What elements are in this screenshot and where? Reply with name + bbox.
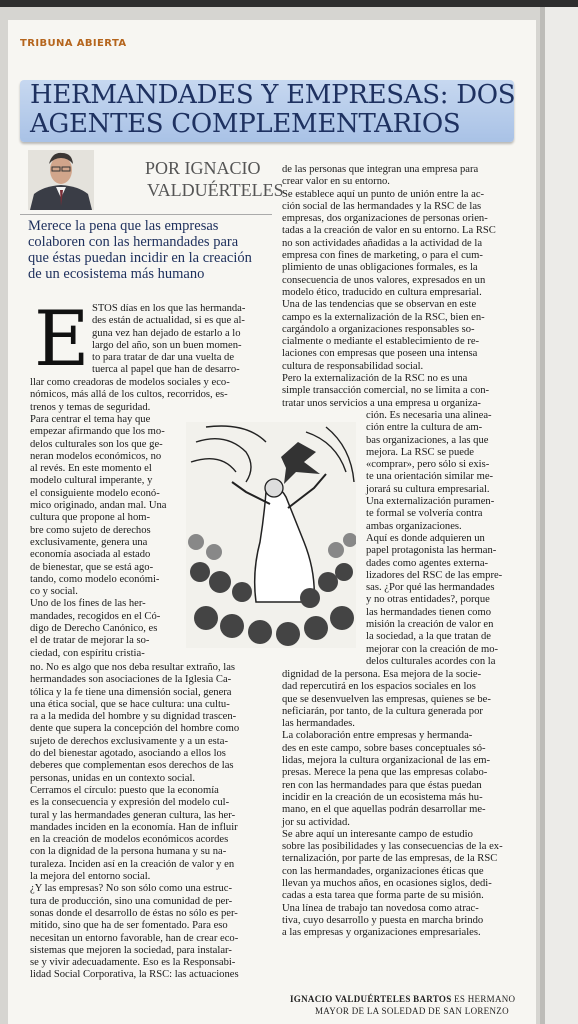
standfirst-line: colaboren con las hermandades para xyxy=(28,234,239,250)
signature-name: IGNACIO VALDUÉRTELES BARTOS xyxy=(290,994,452,1004)
text-line: ciedad, con espíritu cristia- xyxy=(30,647,145,659)
text-line: y no otras entidades?, porque xyxy=(366,594,490,606)
standfirst-line: de un ecosistema más humano xyxy=(28,266,205,282)
text-line: dignidad de la persona. Esa mejora de la socie- xyxy=(282,669,482,680)
text-line: Aquí es donde adquieren un xyxy=(366,532,485,544)
text-line: con la dignidad de la persona humana y su na- xyxy=(30,846,227,858)
text-line: ra a la medida del hombre y su dignidad trascen- xyxy=(30,711,237,723)
text-line: turaleza. Inciden así en la creación de valor y en xyxy=(30,858,235,870)
col2-top xyxy=(282,164,518,410)
text-line: la sociedad, a la que tratan de xyxy=(366,631,492,643)
text-line: en la creación de modelos económicos acordes xyxy=(30,834,229,846)
text-line: digo de Derecho Canónico, es xyxy=(30,623,158,635)
text-line: no. No es algo que nos deba resultar extraño, las xyxy=(30,662,236,673)
text-line: con las hermandades, organizaciones éticas que xyxy=(282,865,484,877)
text-line: de bienestar, que se está ago- xyxy=(30,561,154,573)
text-line: guna vez han dejado de estarlo a lo xyxy=(92,327,241,339)
text-line: La colaboración entre empresas y hermanda- xyxy=(282,730,473,742)
text-line: plimiento de unas obligaciones formales, es la xyxy=(282,262,478,274)
text-line: mejora. La RSC se puede xyxy=(366,446,474,458)
text-line: ción social de las hermandades y la RSC de las xyxy=(282,200,482,212)
text-line: bas organizaciones, a las que xyxy=(366,434,489,446)
headline-line-1: HERMANDADES Y EMPRESAS: DOS xyxy=(30,80,516,110)
text-line: a las empresas y organizaciones empresariales. xyxy=(282,927,481,939)
text-line: Una de las tendencias que se observan en este xyxy=(282,299,477,311)
text-line: tural y las hermandades generan cultura, las her- xyxy=(30,809,236,821)
text-line: llevan ya muchos años, en ocasiones siglos, dedi- xyxy=(282,878,492,890)
text-line: sas. ¿Por qué las hermandades xyxy=(366,582,495,594)
standfirst xyxy=(28,218,274,282)
standfirst-line: que éstas puedan incidir en la creación xyxy=(28,250,252,266)
text-line: bre como sujeto de derechos xyxy=(30,524,151,536)
text-line: modelo ético, traducido en cultura empresarial. xyxy=(282,286,482,298)
text-line: do del bienestar agotado, asociando a ellos los xyxy=(30,748,226,760)
text-line: al revés. En este momento el xyxy=(30,463,152,475)
text-line: tiva, cuyo desarrollo y puesta en marcha brindo xyxy=(282,914,484,926)
text-line: sujeto de derechos exclusivamente y a un esta- xyxy=(30,735,228,747)
text-line: largo del año, son un buen momen- xyxy=(92,339,242,351)
text-line: cargándolo a organizaciones responsables so- xyxy=(282,323,475,335)
text-line: campo es la externalización de la RSC, bien en- xyxy=(282,311,485,323)
text-line: no son actividades añadidas a la actividad de la xyxy=(282,237,483,249)
text-line: ternalización, por parte de las empresas, de la RSC xyxy=(282,853,498,865)
text-line: neficiarán, por tanto, de la cultura generada por xyxy=(282,705,483,717)
text-line: ción entre la cultura de am- xyxy=(366,422,483,434)
text-line: Una externalización puramen- xyxy=(366,496,495,508)
text-line: to para tratar de dar una vuelta de xyxy=(92,352,235,364)
text-line: tando, como modelo económi- xyxy=(30,573,160,585)
text-line: mitido, sino que ha de ser fomentado. Para eso xyxy=(30,920,228,932)
text-line: ción. Es necesaria una alinea- xyxy=(366,410,492,421)
text-line: mico originado, andan mal. Una xyxy=(30,500,167,512)
text-line: tura de producción, sino una comunidad de per- xyxy=(30,895,233,907)
text-line: tadas a la creación de valor en su entorno. La RSC xyxy=(282,225,496,237)
text-line: papel protagonista las herman- xyxy=(366,545,497,557)
text-line: se y vivir adecuadamente. Eso es la Responsabi- xyxy=(30,957,236,969)
text-line: simple transacción comercial, no se limita a con- xyxy=(282,385,490,397)
text-line: sistemas que mejoren la sociedad, para instalar- xyxy=(30,944,232,956)
text-line: Pero la externalización de la RSC no es una xyxy=(282,373,468,385)
text-line: es la consecuencia y expresión del modelo cul- xyxy=(30,797,230,809)
divider xyxy=(20,214,272,215)
text-line: deberes que complementan esos derechos de las xyxy=(30,760,234,772)
text-line: el consiguiente modelo econó- xyxy=(30,487,160,499)
signature-role-b: MAYOR DE LA SOLEDAD DE SAN LORENZO xyxy=(315,1006,509,1016)
text-line: cialmente o mediante el establecimiento de re- xyxy=(282,336,480,348)
col1-dropcap-block xyxy=(92,303,272,377)
text-line: empezar afirmando que los mo- xyxy=(30,426,165,438)
text-line: lizadores del RSC de las empre- xyxy=(366,569,503,581)
text-line: Para centrar el tema hay que xyxy=(30,414,151,425)
text-line: delos culturales son los que ge- xyxy=(30,438,163,450)
text-line: hermandades son asociaciones de la Iglesia Ca- xyxy=(30,674,232,686)
text-line: presas. Merece la pena que las empresas colabo- xyxy=(282,767,488,779)
right-panel xyxy=(540,7,578,1024)
text-line: sonas donde el desarrollo de éstas no sólo es per- xyxy=(30,907,238,919)
col1-full-bottom xyxy=(30,662,275,982)
text-line: mano, en el que aquellas podrán desarrollar me- xyxy=(282,804,486,816)
text-line: Una línea de trabajo tan novedosa como atrac- xyxy=(282,902,479,914)
text-line: dad repercutirá en los espacios sociales en los xyxy=(282,681,476,693)
text-line: nómicos, más allá de los cultos, recorridos, es- xyxy=(30,389,228,401)
right-panel-strip xyxy=(540,7,545,1024)
text-line: mandades, recogidos en el Có- xyxy=(30,610,161,622)
text-line: «comprar», pero sólo si exis- xyxy=(366,459,490,471)
text-line: la mejora del entorno social. xyxy=(30,871,151,883)
text-line: economía asociada al estado xyxy=(30,549,151,561)
text-line: personas, unidas en un contexto social. xyxy=(30,772,196,784)
text-line: Cerramos el círculo: puesto que la economía xyxy=(30,784,219,796)
text-line: des en este campo, sobre bases conceptuales só- xyxy=(282,742,486,754)
col1-full-top xyxy=(30,377,275,414)
text-line: una ética social, que se hace cultura: una cultu- xyxy=(30,698,230,710)
text-line: lidad Social Corporativa, la RSC: las actuaciones xyxy=(30,969,239,981)
text-line: modelo cultural imperante, y xyxy=(30,475,153,487)
text-line: el de tratar de mejorar la so- xyxy=(30,635,150,647)
text-line: llar como creadoras de modelos sociales y eco- xyxy=(30,377,230,388)
col2-narrow xyxy=(366,410,518,668)
text-line: Uno de los fines de las her- xyxy=(30,598,146,610)
text-line: ren con las hermandades para que éstas puedan xyxy=(282,779,482,791)
text-line: crear valor en su entorno. xyxy=(282,176,390,188)
section-label: TRIBUNA ABIERTA xyxy=(20,38,127,49)
headline-line-2: AGENTES COMPLEMENTARIOS xyxy=(30,109,461,139)
text-line: ¿Y las empresas? No son sólo como una estruc- xyxy=(30,883,233,895)
text-line: Se establece aquí un punto de unión entre la ac- xyxy=(282,188,485,200)
text-line: exclusivamente, genera una xyxy=(30,536,148,548)
text-line: Se abre aquí un interesante campo de estudio xyxy=(282,828,473,840)
text-line: consecuencia de unos valores, expresados en un xyxy=(282,274,486,286)
text-line: necesitan un entorno favorable, han de crear eco- xyxy=(30,932,239,944)
text-line: las hermandades tienen como xyxy=(366,606,492,618)
text-line: mejorar con la creación de mo- xyxy=(366,643,499,655)
col2-bottom xyxy=(282,669,518,940)
text-line: incidir en la creación de un ecosistema más hu- xyxy=(282,791,483,803)
top-bar xyxy=(0,0,578,7)
text-line: dente que supera la concepción del hombre como xyxy=(30,723,240,735)
text-line: misión la creación de valor en xyxy=(366,619,494,631)
text-line: tratar unos servicios a una empresa u organiza- xyxy=(282,397,481,409)
byline-prefix: POR IGNACIO xyxy=(145,158,261,178)
author-photo xyxy=(28,150,94,210)
byline-name: VALDUÉRTELES xyxy=(147,180,284,200)
text-line: empresa con fines de marketing, o para el cum- xyxy=(282,250,483,262)
text-line: tuerca al papel que han de desarro- xyxy=(92,364,240,376)
text-line: laciones con empresas que poseen una intensa xyxy=(282,348,478,360)
text-line: mandades inciden en la economía. Han de influir xyxy=(30,821,238,833)
signature-role-a: ES HERMANO xyxy=(454,994,516,1004)
text-line: lidas, mejora la cultura organizacional de las em- xyxy=(282,755,491,767)
text-line: que se desenvuelven las empresas, quienes se be- xyxy=(282,693,491,705)
text-line: de las personas que integran una empresa para xyxy=(282,164,479,175)
text-line: cultura de responsabilidad social. xyxy=(282,360,424,372)
text-line: des están de actualidad, si es que al- xyxy=(92,315,245,327)
text-line: ambas organizaciones. xyxy=(366,520,462,532)
text-line: cadas a esta tarea que forma parte de su misión. xyxy=(282,890,484,902)
text-line: empresas, dos organizaciones de personas orien- xyxy=(282,213,488,225)
drop-cap: E xyxy=(34,294,90,383)
text-line: te formal se volvería contra xyxy=(366,508,483,520)
text-line: dades como agentes externa- xyxy=(366,557,489,569)
text-line: trenos y temas de seguridad. xyxy=(30,401,151,413)
text-line: te una orientación similar me- xyxy=(366,471,494,483)
text-line: STOS días en los que las hermanda- xyxy=(92,303,246,314)
text-line: jor su actividad. xyxy=(282,816,350,828)
text-line: cultura que propone al hom- xyxy=(30,512,151,524)
text-line: tólica y la fe tiene una dimensión social, genera xyxy=(30,686,232,698)
text-line: co y social. xyxy=(30,586,78,598)
text-line: las hermandades. xyxy=(282,718,355,730)
text-line: delos culturales acordes con la xyxy=(366,655,496,667)
standfirst-line: Merece la pena que las empresas xyxy=(28,218,219,234)
col1-narrow xyxy=(30,414,180,660)
headline xyxy=(30,81,520,139)
illustration xyxy=(186,422,356,648)
text-line: neran modelos económicos, no xyxy=(30,450,162,462)
text-line: sobre las posibilidades y las consecuencias de la ex- xyxy=(282,841,503,853)
author-signature xyxy=(290,993,515,1017)
text-line: jorará su cultura empresarial. xyxy=(366,483,490,495)
